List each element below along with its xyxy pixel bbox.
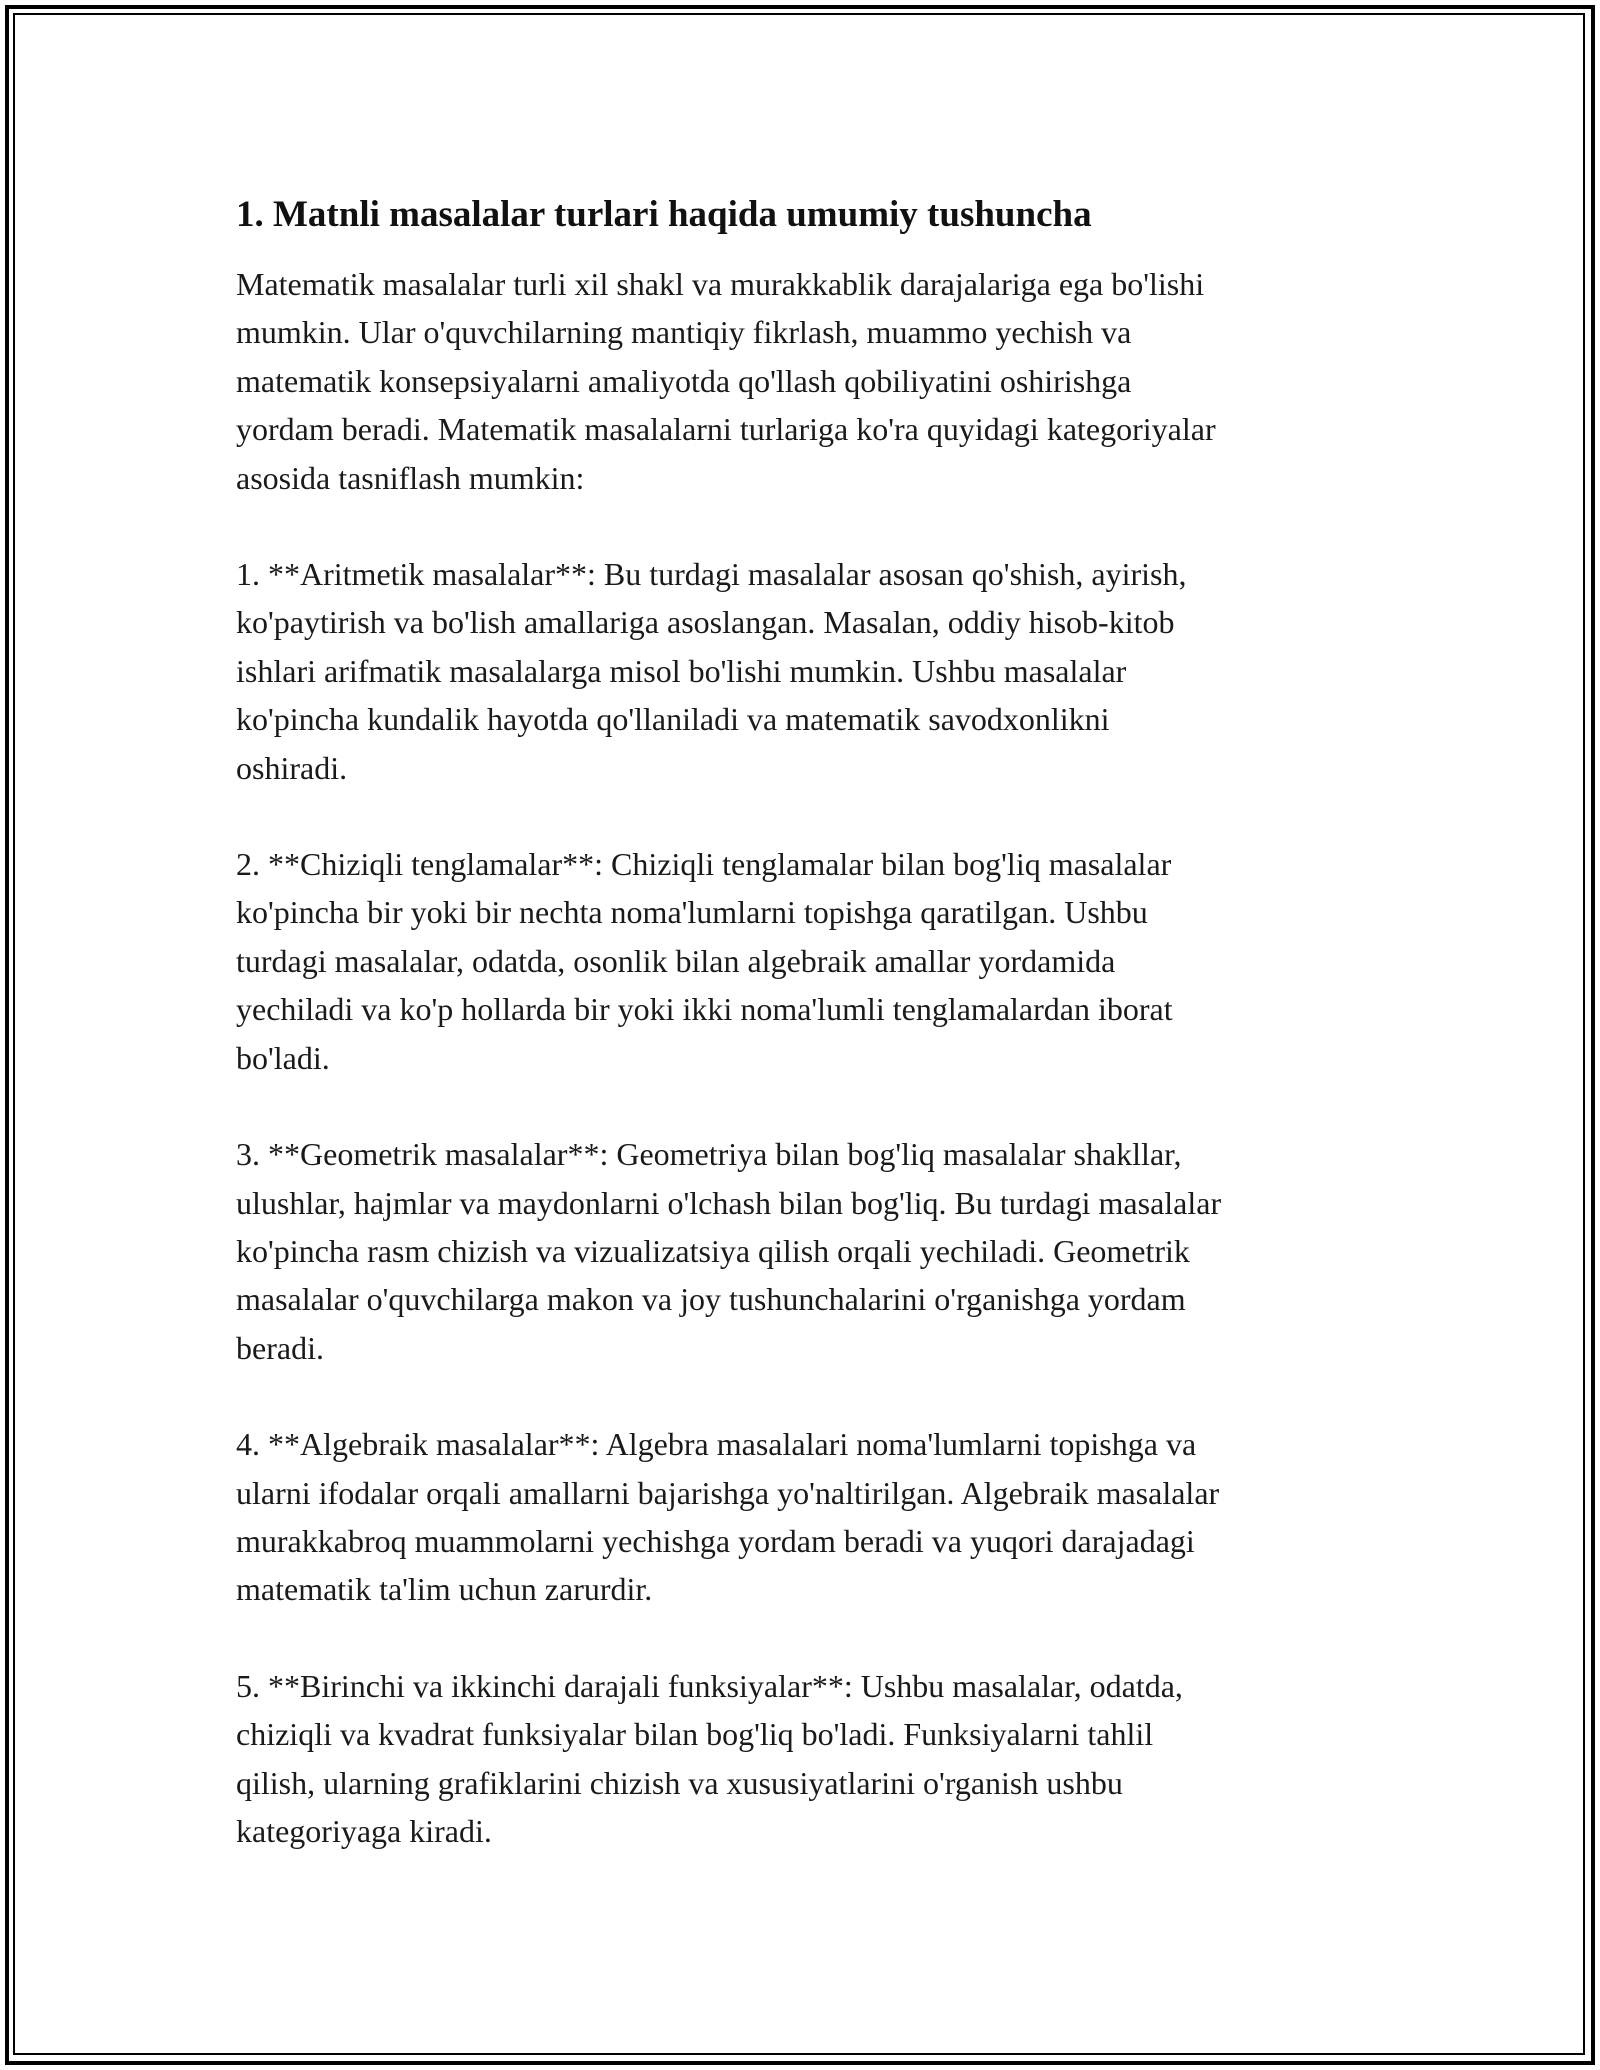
section-heading: 1. Matnli masalalar turlari haqida umumiy tushuncha <box>236 194 1092 235</box>
list-item-geometric: 3. **Geometrik masalalar**: Geometriya bilan bog'liq masalalar shakllar, ulushlar, hajmlar va maydonlarni o'lchash bilan bog'liq. Bu turdagi masalalar ko'pincha rasm chizish va vizualizatsiya qilish orqali yechiladi. Geometrik masalalar o'quvchilarga makon va joy tushunchalarini o'rganishga yordam beradi. <box>236 1136 1222 1366</box>
list-item-functions: 5. **Birinchi va ikkinchi darajali funksiyalar**: Ushbu masalalar, odatda, chiziqli va kvadrat funksiyalar bilan bog'liq bo'ladi. Funksiyalarni tahlil qilish, ularning grafiklarini chizish va xususiyatlarini o'rganish ushbu kategoriyaga kiradi. <box>236 1667 1183 1849</box>
list-item-arithmetic: 1. **Aritmetik masalalar**: Bu turdagi masalalar asosan qo'shish, ayirish, ko'paytirish va bo'lish amallariga asoslangan. Masalan, oddiy hisob-kitob ishlari arifmatik masalalarga misol bo'lishi mumkin. Ushbu masalalar ko'pincha kundalik hayotda qo'llaniladi va matematik savodxonlikni oshiradi. <box>236 556 1187 786</box>
list-item-algebraic: 4. **Algebraik masalalar**: Algebra masalalari noma'lumlarni topishga va ularni ifodalar orqali amallarni bajarishga yo'naltirilgan. Algebraik masalalar murakkabroq muammolarni yechishga yordam beradi va yuqori darajadagi matematik ta'lim uchun zarurdir. <box>236 1426 1220 1608</box>
list-item-linear-equations: 2. **Chiziqli tenglamalar**: Chiziqli tenglamalar bilan bog'liq masalalar ko'pincha bir yoki bir nechta noma'lumlarni topishga qaratilgan. Ushbu turdagi masalalar, odatda, osonlik bilan algebraik amallar yordamida yechiladi va ko'p hollarda bir yoki ikki noma'lumli tenglamalardan iborat bo'ladi. <box>236 846 1173 1076</box>
document-body <box>236 188 1376 1903</box>
intro-paragraph: Matematik masalalar turli xil shakl va murakkablik darajalariga ega bo'lishi mumkin. Ular o'quvchilarning mantiqiy fikrlash, muammo yechish va matematik konsepsiyalarni amaliyotda qo'llash qobiliyatini oshirishga yordam beradi. Matematik masalalarni turlariga ko'ra quyidagi kategoriyalar asosida tasniflash mumkin: <box>236 266 1216 496</box>
